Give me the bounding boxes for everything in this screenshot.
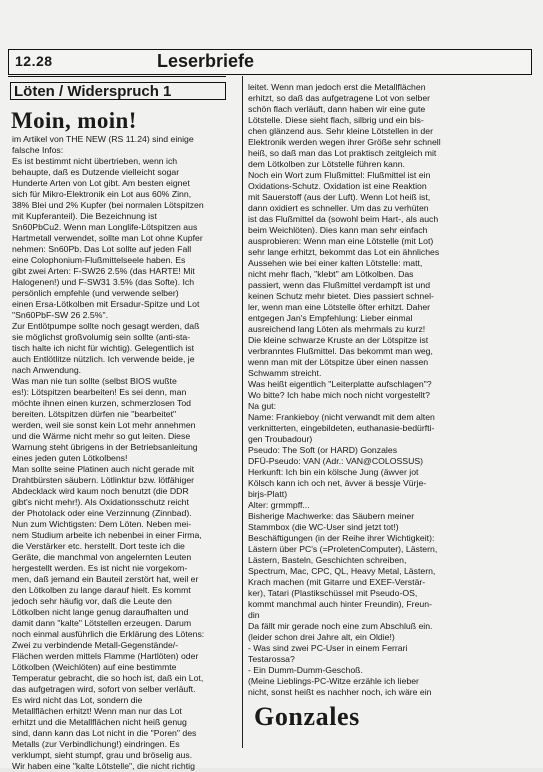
text-line: sind, dann kann das Lot nicht in die "Poren" des: [12, 728, 197, 738]
text-line: gibt zwei Arten: F-SW26 2.5% (das HARTE! Mit: [12, 266, 195, 276]
text-line: Zwei zu verbindende Metall-Gegenstände/-: [12, 640, 179, 650]
text-line: gen Troubadour): [248, 434, 313, 444]
text-line: hergestellt werden. Es ist nicht nie vorgekom-: [12, 563, 188, 573]
text-line: mit Sauerstoff (aus der Luft). Wenn Lot heiß ist,: [248, 192, 431, 202]
text-line: im Artikel von THE NEW (RS 11.24) sind einige: [12, 134, 194, 144]
text-line: ausreichend lang Löten als mehrmals zu kurz!: [248, 324, 426, 334]
text-line: entgegen Jan's Empfehlung: Lieber einmal: [248, 313, 413, 323]
text-line: Sn60PbCu2. Wenn man Longlife-Lötspitzen aus: [12, 222, 198, 232]
text-line: Herkunft: Ich bin ein kölsche Jung (äwver jot: [248, 467, 419, 477]
text-line: din: [248, 610, 260, 620]
page-header: [8, 49, 532, 75]
text-line: Name: Frankieboy (nicht verwandt mit dem alten: [248, 412, 435, 422]
text-line: auch Entlötlitze nützlich. Ich verwende beide, je: [12, 354, 195, 364]
text-line: Bisherige Machwerke: das Säubern meiner: [248, 511, 415, 521]
text-line: Elektronik werden wegen ihrer Größe sehr schnell: [248, 137, 441, 147]
text-line: der Photolack oder eine Verzinnung (Zinnbad).: [12, 508, 192, 518]
text-line: Stammbox (die WC-User sind jetzt tot!): [248, 522, 399, 532]
text-line: ist das Flußmittel da (sowohl beim Hart-, als auch: [248, 214, 439, 224]
text-line: Schwamm streicht.: [248, 368, 322, 378]
text-line: Beschäftigungen (in der Reihe ihrer Wichtigkeit):: [248, 533, 435, 543]
text-line: - Was sind zwei PC-User in einem Ferrari: [248, 643, 408, 653]
text-line: das aufgetragen wird, sofort von selber verläuft.: [12, 684, 196, 694]
text-line: die Verstärker etc. herstellt. Dort teste ich die: [12, 541, 185, 551]
text-line: Metalls (zur Verbindlichung!) eindringen. Es: [12, 739, 180, 749]
text-line: tisch halte ich nicht für wichtig). Gelegentlich ist: [12, 343, 195, 353]
text-line: Warnung steht übrigens in der Betriebsanleitung: [12, 442, 198, 452]
text-line: Oxidations-Schutz. Oxidation ist eine Reaktion: [248, 181, 427, 191]
text-line: Noch ein Wort zum Flußmittel: Flußmittel ist ein: [248, 170, 431, 180]
text-line: persönlich empfehle (und verwende selber): [12, 288, 179, 298]
text-line: dann oxidiert es schneller. Um das zu verhüten: [248, 203, 429, 213]
text-line: DFÜ-Pseudo: VAN (Adr.: VAN@COLOSSUS): [248, 456, 424, 466]
text-line: Nun zum Wichtigsten: Dem Löten. Neben mei-: [12, 519, 192, 529]
text-line: passiert, wenn das Flußmittel verdampft ist und: [248, 280, 431, 290]
text-line: keinen Schutz mehr bietet. Dies passiert schnel-: [248, 291, 434, 301]
text-line: sich für Mikro-Elektronik ein Lot aus 60% Zinn,: [12, 189, 192, 199]
issue-number: 12.28: [15, 53, 53, 69]
text-line: ler, wenn man eine Lötstelle öfter erhitzt. Daher: [248, 302, 431, 312]
text-line: ker), Tatari (Plastikschüssel mit Pseudo-OS,: [248, 588, 418, 598]
text-line: men, daß jemand ein Bauteil zerstört hat, weil er: [12, 574, 199, 584]
text-line: Da fällt mir gerade noch eine zum Abschluß ein.: [248, 621, 433, 631]
text-line: Lötkolben nicht lange genug daraufhalten und: [12, 607, 189, 617]
text-line: nach Anwendung.: [12, 365, 82, 375]
text-line: Na gut:: [248, 401, 277, 411]
text-line: eines jeden guten Lötkolbens!: [12, 453, 128, 463]
text-line: Hunderte Arten von Lot gibt. Am besten eignet: [12, 178, 190, 188]
text-line: Lästern über PC's (=ProletenComputer), Lästern,: [248, 544, 438, 554]
text-line: Drahtbürsten säubern. Lötlinktur bzw. lötfähiger: [12, 475, 195, 485]
text-line: verbranntes Flußmittel. Das bekommt man weg,: [248, 346, 433, 356]
left-column: [12, 134, 240, 772]
text-line: (Meine Lieblings-PC-Witze erzähle ich lieber: [248, 676, 419, 686]
text-line: noch einmal ausführlich die Erklärung des Lötens:: [12, 629, 205, 639]
text-line: dem Lötkolben zur Lötstelle führen kann.: [248, 159, 405, 169]
text-line: "Sn60PbF-SW 26 2.5%".: [12, 310, 108, 320]
text-line: nicht, sonst heißt es nachher noch, ich wäre ein: [248, 687, 432, 697]
text-line: Temperatur gebracht, die so hoch ist, daß ein Lot,: [12, 673, 204, 683]
text-line: es!): Lötspitzen bearbeiten! Es sei denn, man: [12, 387, 187, 397]
text-line: Pseudo: The Soft (or HARD) Gonzales: [248, 445, 398, 455]
text-line: bereiten. Lötspitzen dürfen nie "bearbeitet": [12, 409, 177, 419]
text-line: chen glänzend aus. Sehr kleine Lötstellen in der: [248, 126, 433, 136]
text-line: behaupte, daß es Dutzende vielleicht sogar: [12, 167, 180, 177]
text-line: kommt manchmal auch hinter Freundin), Freun-: [248, 599, 432, 609]
text-line: jedoch sehr häufig vor, daß die Leute den: [12, 596, 172, 606]
text-line: Testarossa?: [248, 654, 295, 664]
text-line: Man sollte seine Platinen auch nicht gerade mit: [12, 464, 195, 474]
text-line: Die kleine schwarze Kruste an der Lötspitze ist: [248, 335, 429, 345]
text-line: Was man nie tun sollte (selbst BIOS wußte: [12, 376, 177, 386]
text-line: verklumpt, sieht stumpf, grau und bröselig aus.: [12, 750, 193, 760]
text-line: Abdecklack wird kaum noch benutzt (die DDR: [12, 486, 189, 496]
text-line: eine Colophonium-Flußmittelseele haben. Es: [12, 255, 186, 265]
text-line: Hartmetall verwendet, sollte man Lot ohne Kupfer: [12, 233, 203, 243]
right-column: [248, 82, 534, 698]
text-line: Kölsch kann ich och net, ävver ä bessje Vürje-: [248, 478, 427, 488]
text-line: Geräte, die manchmal von angelernten Leuten: [12, 552, 192, 562]
text-line: heiß, so daß man das Lot praktisch zeitgleich mit: [248, 148, 437, 158]
text-line: Halogenen!) und F-SW31 3.5% (das Softe). Ich: [12, 277, 195, 287]
text-line: damit dann "kalte" Lötstellen erzeugen. Darum: [12, 618, 192, 628]
text-line: den Lötkolben zu lange darauf hielt. Es kommt: [12, 585, 191, 595]
text-line: gibt's nicht mehr!). Als Oxidationsschutz reicht: [12, 497, 189, 507]
text-line: Lästern, Basteln, Geschichten schreiben,: [248, 555, 407, 565]
text-line: einen Ersa-Lötkolben mit Ersadur-Spitze und Lot: [12, 299, 200, 309]
text-line: sehr lange erhitzt, bekommt das Lot ein ähnliches: [248, 247, 440, 257]
text-line: verknitterten, eingebildeten, euthanasie-bedürfti-: [248, 423, 435, 433]
text-line: Spectrum, Mac, CPC, QL, Heavy Metal, Lästern,: [248, 566, 436, 576]
text-line: 38% Blei und 2% Kupfer (bei normalen Lötspitzen: [12, 200, 204, 210]
text-line: Es ist bestimmt nicht übertrieben, wenn ich: [12, 156, 178, 166]
text-line: birjs-Platt): [248, 489, 288, 499]
text-line: Lötstelle. Diese sieht flach, silbrig und ein bis-: [248, 115, 424, 125]
text-line: und die Wärme nicht mehr so gut leiten. Diese: [12, 431, 191, 441]
text-line: Wo bitte? Ich habe mich noch nicht vorgestellt?: [248, 390, 430, 400]
text-line: falsche Infos:: [12, 145, 64, 155]
topic-box: Löten / Widerspruch 1: [10, 82, 226, 100]
text-line: Wir haben eine "kalte Lötstelle", die nicht richtig: [12, 761, 195, 771]
text-line: (leider schon drei Jahre alt, ein Oldie!): [248, 632, 395, 642]
text-line: leitet. Wenn man jedoch erst die Metallflächen: [248, 82, 426, 92]
column-divider: [242, 76, 243, 748]
text-line: Aussehen wie bei einer kalten Lötstelle: matt,: [248, 258, 423, 268]
text-line: werden, weil sie sonst kein Lot mehr annehmen: [12, 420, 196, 430]
text-line: möchte ihnen einen kurzen, schmerzlosen Tod: [12, 398, 191, 408]
letter-headline: Moin, moin!: [11, 108, 137, 133]
text-line: mit Kupferanteil). Die Bezeichnung ist: [12, 211, 157, 221]
text-line: Zur Entlötpumpe sollte noch gesagt werden, daß: [12, 321, 200, 331]
text-line: erhitzt und die Metallflächen nicht heiß genug: [12, 717, 187, 727]
text-line: nicht mehr flach, "klebt" am Lötkolben. Das: [248, 269, 414, 279]
text-line: beim Weichlöten). Dies kann man sehr einfach: [248, 225, 428, 235]
signature: Gonzales: [254, 702, 360, 731]
text-line: nem Studium arbeite ich nebenbei in einer Firma,: [12, 530, 202, 540]
divider-line: [8, 76, 226, 77]
text-line: wenn man mit der Lötspitze über einen nassen: [248, 357, 429, 367]
text-line: erhitzt, so daß das aufgetragene Lot von selber: [248, 93, 431, 103]
text-line: Metallflächen erhitzt! Wenn man nur das Lot: [12, 706, 182, 716]
text-line: Flächen werden mittels Flamme (Hartlöten) oder: [12, 651, 199, 661]
text-line: Was heißt eigentlich "Leiterplatte aufschlagen"?: [248, 379, 432, 389]
text-line: Es wird nicht das Lot, sondern die: [12, 695, 143, 705]
text-line: nehmen: Sn60Pb. Das Lot sollte auf jeden Fall: [12, 244, 192, 254]
text-line: ausprobieren: Wenn man eine Lötstelle (mit Lot): [248, 236, 434, 246]
section-title: Leserbriefe: [157, 51, 255, 71]
text-line: Lötkolben (Weichlöten) auf eine bestimmte: [12, 662, 177, 672]
text-line: Alter: grmmpff...: [248, 500, 310, 510]
text-line: sie möglichst großvolumig sein sollte (anti-sta-: [12, 332, 191, 342]
text-line: schön flach verläuft, dann haben wir eine gute: [248, 104, 426, 114]
text-line: Krach machen (mit Gitarre und EXEF-Verstär-: [248, 577, 426, 587]
text-line: - Ein Dumm-Dumm-Geschoß.: [248, 665, 363, 675]
